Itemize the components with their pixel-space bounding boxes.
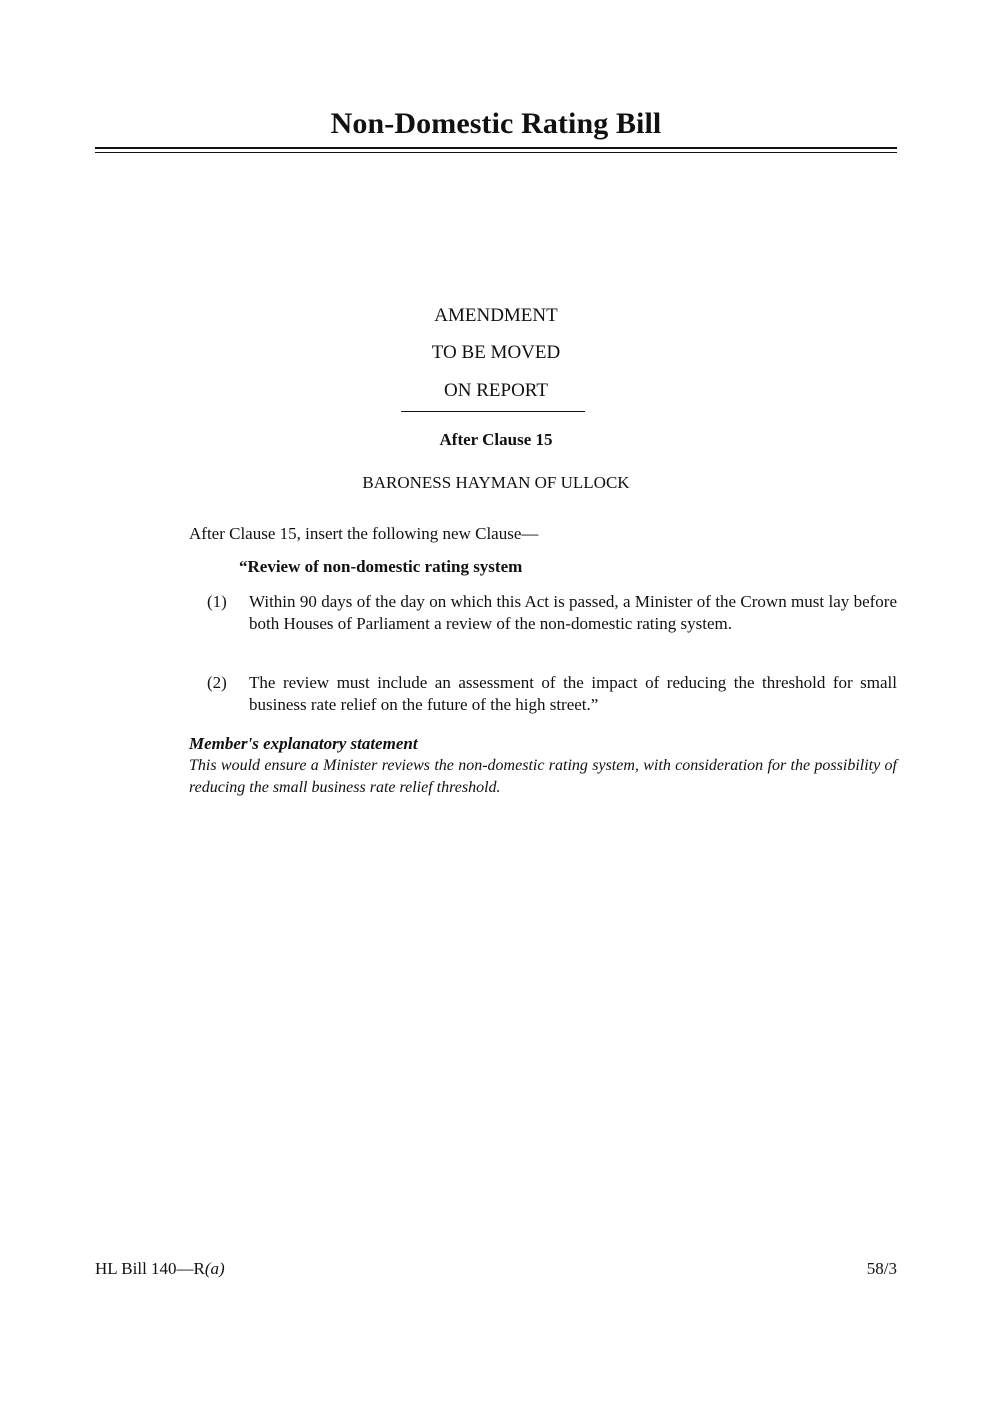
bill-reference-suffix: (a) bbox=[204, 1259, 225, 1278]
amendment-heading-line-1: AMENDMENT bbox=[434, 305, 558, 326]
amendment-heading-rule bbox=[401, 411, 585, 412]
subsection-1 bbox=[189, 591, 897, 635]
subsection-2 bbox=[189, 672, 897, 716]
subsection-text: The review must include an assessment of the impact of reducing the threshold for small business rate relief on the future of the high street.” bbox=[249, 673, 897, 714]
bill-reference bbox=[95, 1257, 225, 1281]
explanatory-statement-text: This would ensure a Minister reviews the non-domestic rating system, with consideration for the possibility of reducing the small business rate relief threshold. bbox=[189, 757, 897, 796]
insert-instruction: After Clause 15, insert the following new Clause— bbox=[189, 524, 539, 543]
amendment-heading-line-3: ON REPORT bbox=[444, 380, 548, 401]
explanatory-statement-heading: Member's explanatory statement bbox=[189, 734, 418, 753]
page-reference: 58/3 bbox=[866, 1259, 897, 1278]
new-clause-heading: “Review of non-domestic rating system bbox=[239, 557, 523, 576]
clause-position: After Clause 15 bbox=[439, 430, 553, 449]
member-name: BARONESS HAYMAN OF ULLOCK bbox=[362, 473, 630, 492]
subsection-number: (2) bbox=[207, 673, 227, 692]
subsection-text: Within 90 days of the day on which this Act is passed, a Minister of the Crown must lay before both Houses of Parliament a review of the non-domestic rating system. bbox=[249, 592, 897, 633]
title-rule-thick bbox=[95, 147, 897, 149]
bill-reference-prefix: HL Bill 140—R bbox=[95, 1259, 205, 1278]
amendment-heading-line-2: TO BE MOVED bbox=[431, 342, 561, 363]
title-rule-thin bbox=[95, 152, 897, 153]
bill-title: Non-Domestic Rating Bill bbox=[330, 107, 662, 140]
subsection-number: (1) bbox=[207, 592, 227, 611]
